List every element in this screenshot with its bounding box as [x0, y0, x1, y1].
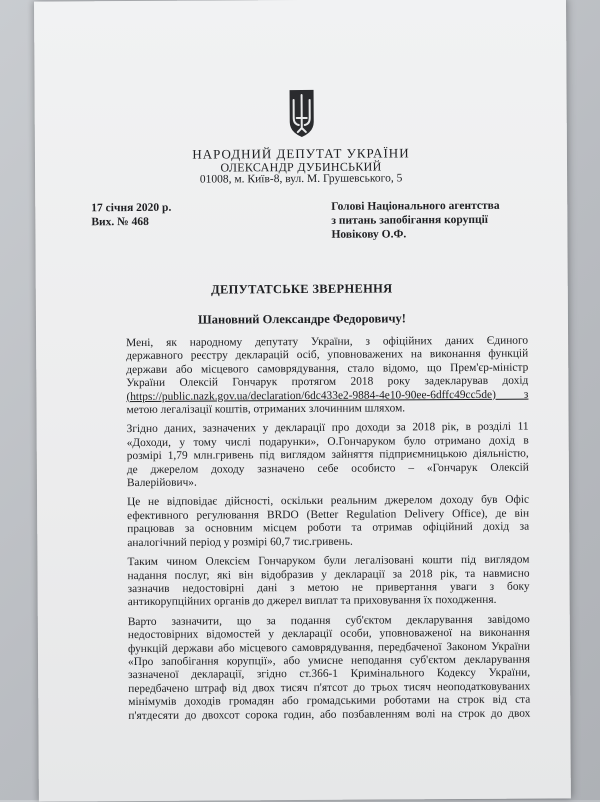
body-line: аналогічний період у розмірі 60,7 тис.гривень.	[127, 535, 353, 549]
letterhead-address: 01008, м. Київ-8, вул. М. Грушевського, 5	[199, 172, 403, 186]
letterhead-title: НАРОДНИЙ ДЕПУТАТ УКРАЇНИ	[192, 145, 410, 162]
declaration-link[interactable]: (https://public.nazk.gov.ua/declaration/6dc433e2-9884-4e10-90ee-6dffc49cc5de) з	[126, 388, 529, 403]
body-line: функцій держави або місцевого самоврядування, передбаченої Законом України	[127, 640, 530, 655]
document-title: ДЕПУТАТСЬКЕ ЗВЕРНЕННЯ	[211, 281, 393, 297]
body-line: ефективного регулювання BRDO (Better Regulation Delivery Office), де він	[127, 507, 530, 522]
trident-emblem-icon	[287, 88, 317, 138]
outgoing-number: Вих. № 468	[91, 215, 149, 229]
body-line: Варто зазначити, що за подання суб'єктом декларування завідомо	[127, 613, 530, 628]
body-line: недостовірних відомостей у декларації особи, уповноваженої на виконання	[127, 626, 530, 642]
letter-page	[34, 0, 571, 802]
document-meta	[91, 201, 171, 229]
body-line: «Про запобігання корупції», або умисне неподання суб'єктом декларування	[128, 653, 531, 669]
body-line: зазначеної декларації, згідно ст.366-1 Кримінального Кодексу України,	[128, 666, 531, 682]
salutation: Шановний Олександре Федоровичу!	[197, 311, 406, 327]
body-paragraph	[93, 421, 529, 491]
body-line: держави або місцевого самоврядування, стало відомо, що Прем'єр-міністр	[126, 361, 529, 376]
recipient-line: Новікову О.Ф.	[331, 228, 407, 241]
body-line: Валерійович».	[126, 476, 197, 490]
body-paragraph	[94, 613, 531, 723]
body-paragraph	[92, 335, 528, 418]
recipient-line: з питань запобігання корупції	[331, 213, 488, 227]
body-line: де джерелом доходу зазначено себе особисто – «Гончарук Олексій	[126, 461, 529, 476]
recipient-block	[331, 199, 500, 242]
body-line: Згідно даних, зазначених у декларації про доходи за 2018 рік, в розділі 11	[126, 421, 529, 436]
body-line: державного реєстру декларацій осіб, уповноважених на виконання функцій	[126, 348, 529, 363]
letter-body	[92, 335, 530, 730]
body-line: Таким чином Олексієм Гончаруком були легалізовані кошти під виглядом	[127, 553, 530, 569]
body-line: працював за основним місцем роботи та отримав офіційний дохід за	[127, 520, 530, 536]
body-line: України Олексій Гончарук протягом 2018 року задекларував дохід	[126, 374, 529, 390]
body-line: Це не відповідає дійсності, оскільки реальним джерелом доходу був Офіс	[127, 494, 530, 509]
body-line: розмірі 1,79 млн.гривень під виглядом зайняття підприємницькою діяльністю,	[126, 447, 529, 463]
body-paragraph	[93, 494, 529, 550]
body-line: п'ятдесяти до двохсот сорока годин, або позбавленням волі на строк до двох	[128, 707, 531, 722]
body-line: антикорупційних органів до джерел виплат та приховування їх походження.	[127, 594, 497, 609]
body-line: «Доходи, у тому числі подарунки», О.Гончаруком було отримано дохід в	[126, 434, 529, 449]
body-line: мінімумів доходів громадян або громадськими роботами на строк від ста	[128, 693, 531, 709]
document-date: 17 січня 2020 р.	[91, 201, 172, 215]
body-line: передбачено штраф від двох тисяч п'ятсот до трьох тисяч неоподатковуваних	[128, 680, 531, 695]
body-line: Мені, як народному депутату України, з офіційних даних Єдиного	[126, 334, 529, 350]
recipient-line: Голові Національного агентства	[331, 199, 500, 213]
body-line: метою легалізації коштів, отриманих злочинним шляхом.	[126, 402, 406, 417]
body-line: зазначив недостовірні дані з метою не привертання уваги з боку	[127, 580, 530, 595]
body-paragraph	[93, 554, 529, 610]
letterhead-name: ОЛЕКСАНДР ДУБИНСЬКИЙ	[220, 159, 382, 175]
body-line: надання послуг, які він відобразив у декларації за 2018 рік, та навмисно	[127, 567, 530, 582]
